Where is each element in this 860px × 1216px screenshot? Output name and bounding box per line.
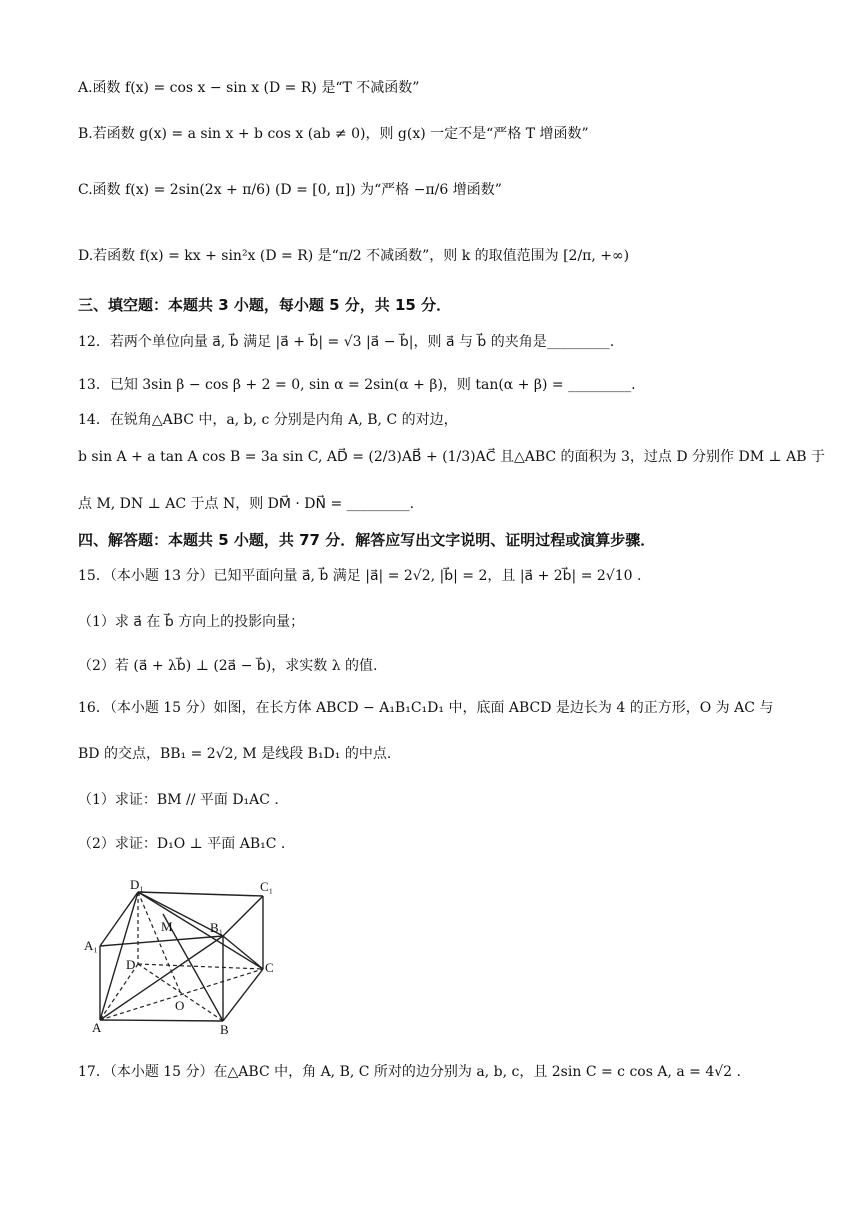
line-opt-d: D.若函数 f(x) = kx + sin²x (D = R) 是“π/2 不减函数”，则 k 的取值范围为 [2/π, +∞) (78, 248, 630, 264)
question-16-part-1: （1）求证：BM // 平面 D₁AC . (78, 792, 279, 808)
line-opt-b: B.若函数 g(x) = a sin x + b cos x (ab ≠ 0)，则 g(x) 一定不是“严格 T 增函数” (78, 126, 589, 142)
line-opt-c: C.函数 f(x) = 2sin(2x + π/6) (D = [0, π]) 为“严格 −π/6 增函数” (78, 182, 502, 198)
question-12: 12．若两个单位向量 a⃗, b⃗ 满足 |a⃗ + b⃗| = √3 |a⃗ − b⃗|，则 a⃗ 与 b⃗ 的夹角是_________. (78, 334, 615, 350)
vertex-b1-label: B₁ (210, 920, 224, 935)
question-14-line-2: b sin A + a tan A cos B = 3a sin C, AD⃗ = (2/3)AB⃗ + (1/3)AC⃗ 且△ABC 的面积为 3，过点 D 分别作 DM ⊥ AB 于 (78, 449, 825, 465)
question-14-line-1: 14．在锐角△ABC 中，a, b, c 分别是内角 A, B, C 的对边， (78, 412, 458, 428)
vertex-d-label: D (126, 957, 136, 972)
cuboid-figure (78, 876, 288, 1036)
question-15: 15．（本小题 13 分）已知平面向量 a⃗, b⃗ 满足 |a⃗| = 2√2, |b⃗| = 2，且 |a⃗ + 2b⃗| = 2√10 . (78, 568, 642, 584)
vertex-a1-label: A₁ (84, 938, 98, 953)
question-15-part-1: （1）求 a⃗ 在 b⃗ 方向上的投影向量； (78, 614, 305, 630)
question-15-part-2: （2）若 (a⃗ + λb⃗) ⊥ (2a⃗ − b⃗)，求实数 λ 的值. (78, 658, 378, 674)
point-m-label: M (161, 919, 173, 934)
vertex-a-label: A (92, 1020, 102, 1035)
vertex-d1-label: D₁ (130, 877, 144, 892)
question-13: 13．已知 3sin β − cos β + 2 = 0, sin α = 2sin(α + β)，则 tan(α + β) = _________. (78, 377, 636, 393)
section-heading-solutions: 四、解答题：本题共 5 小题，共 77 分．解答应写出文字说明、证明过程或演算步骤． (78, 531, 656, 549)
vertex-c-label: C (265, 960, 274, 975)
point-o-label: O (175, 998, 185, 1013)
question-16-line-2: BD 的交点，BB₁ = 2√2, M 是线段 B₁D₁ 的中点. (78, 746, 392, 762)
question-16-line-1: 16．（本小题 15 分）如图，在长方体 ABCD − A₁B₁C₁D₁ 中，底面 ABCD 是边长为 4 的正方形，O 为 AC 与 (78, 700, 774, 716)
line-opt-a: A.函数 f(x) = cos x − sin x (D = R) 是“T 不减函数” (78, 80, 420, 96)
vertex-b-label: B (220, 1022, 229, 1036)
section-heading-fill-blank: 三、填空题：本题共 3 小题，每小题 5 分，共 15 分． (78, 296, 452, 314)
vertex-c1-label: C₁ (260, 879, 274, 894)
question-14-line-3: 点 M, DN ⊥ AC 于点 N，则 DM⃗ · DN⃗ = _________. (78, 496, 415, 512)
question-17: 17．（本小题 15 分）在△ABC 中，角 A, B, C 所对的边分别为 a, b, c，且 2sin C = c cos A, a = 4√2 . (78, 1064, 741, 1080)
question-16-part-2: （2）求证：D₁O ⊥ 平面 AB₁C . (78, 836, 286, 852)
